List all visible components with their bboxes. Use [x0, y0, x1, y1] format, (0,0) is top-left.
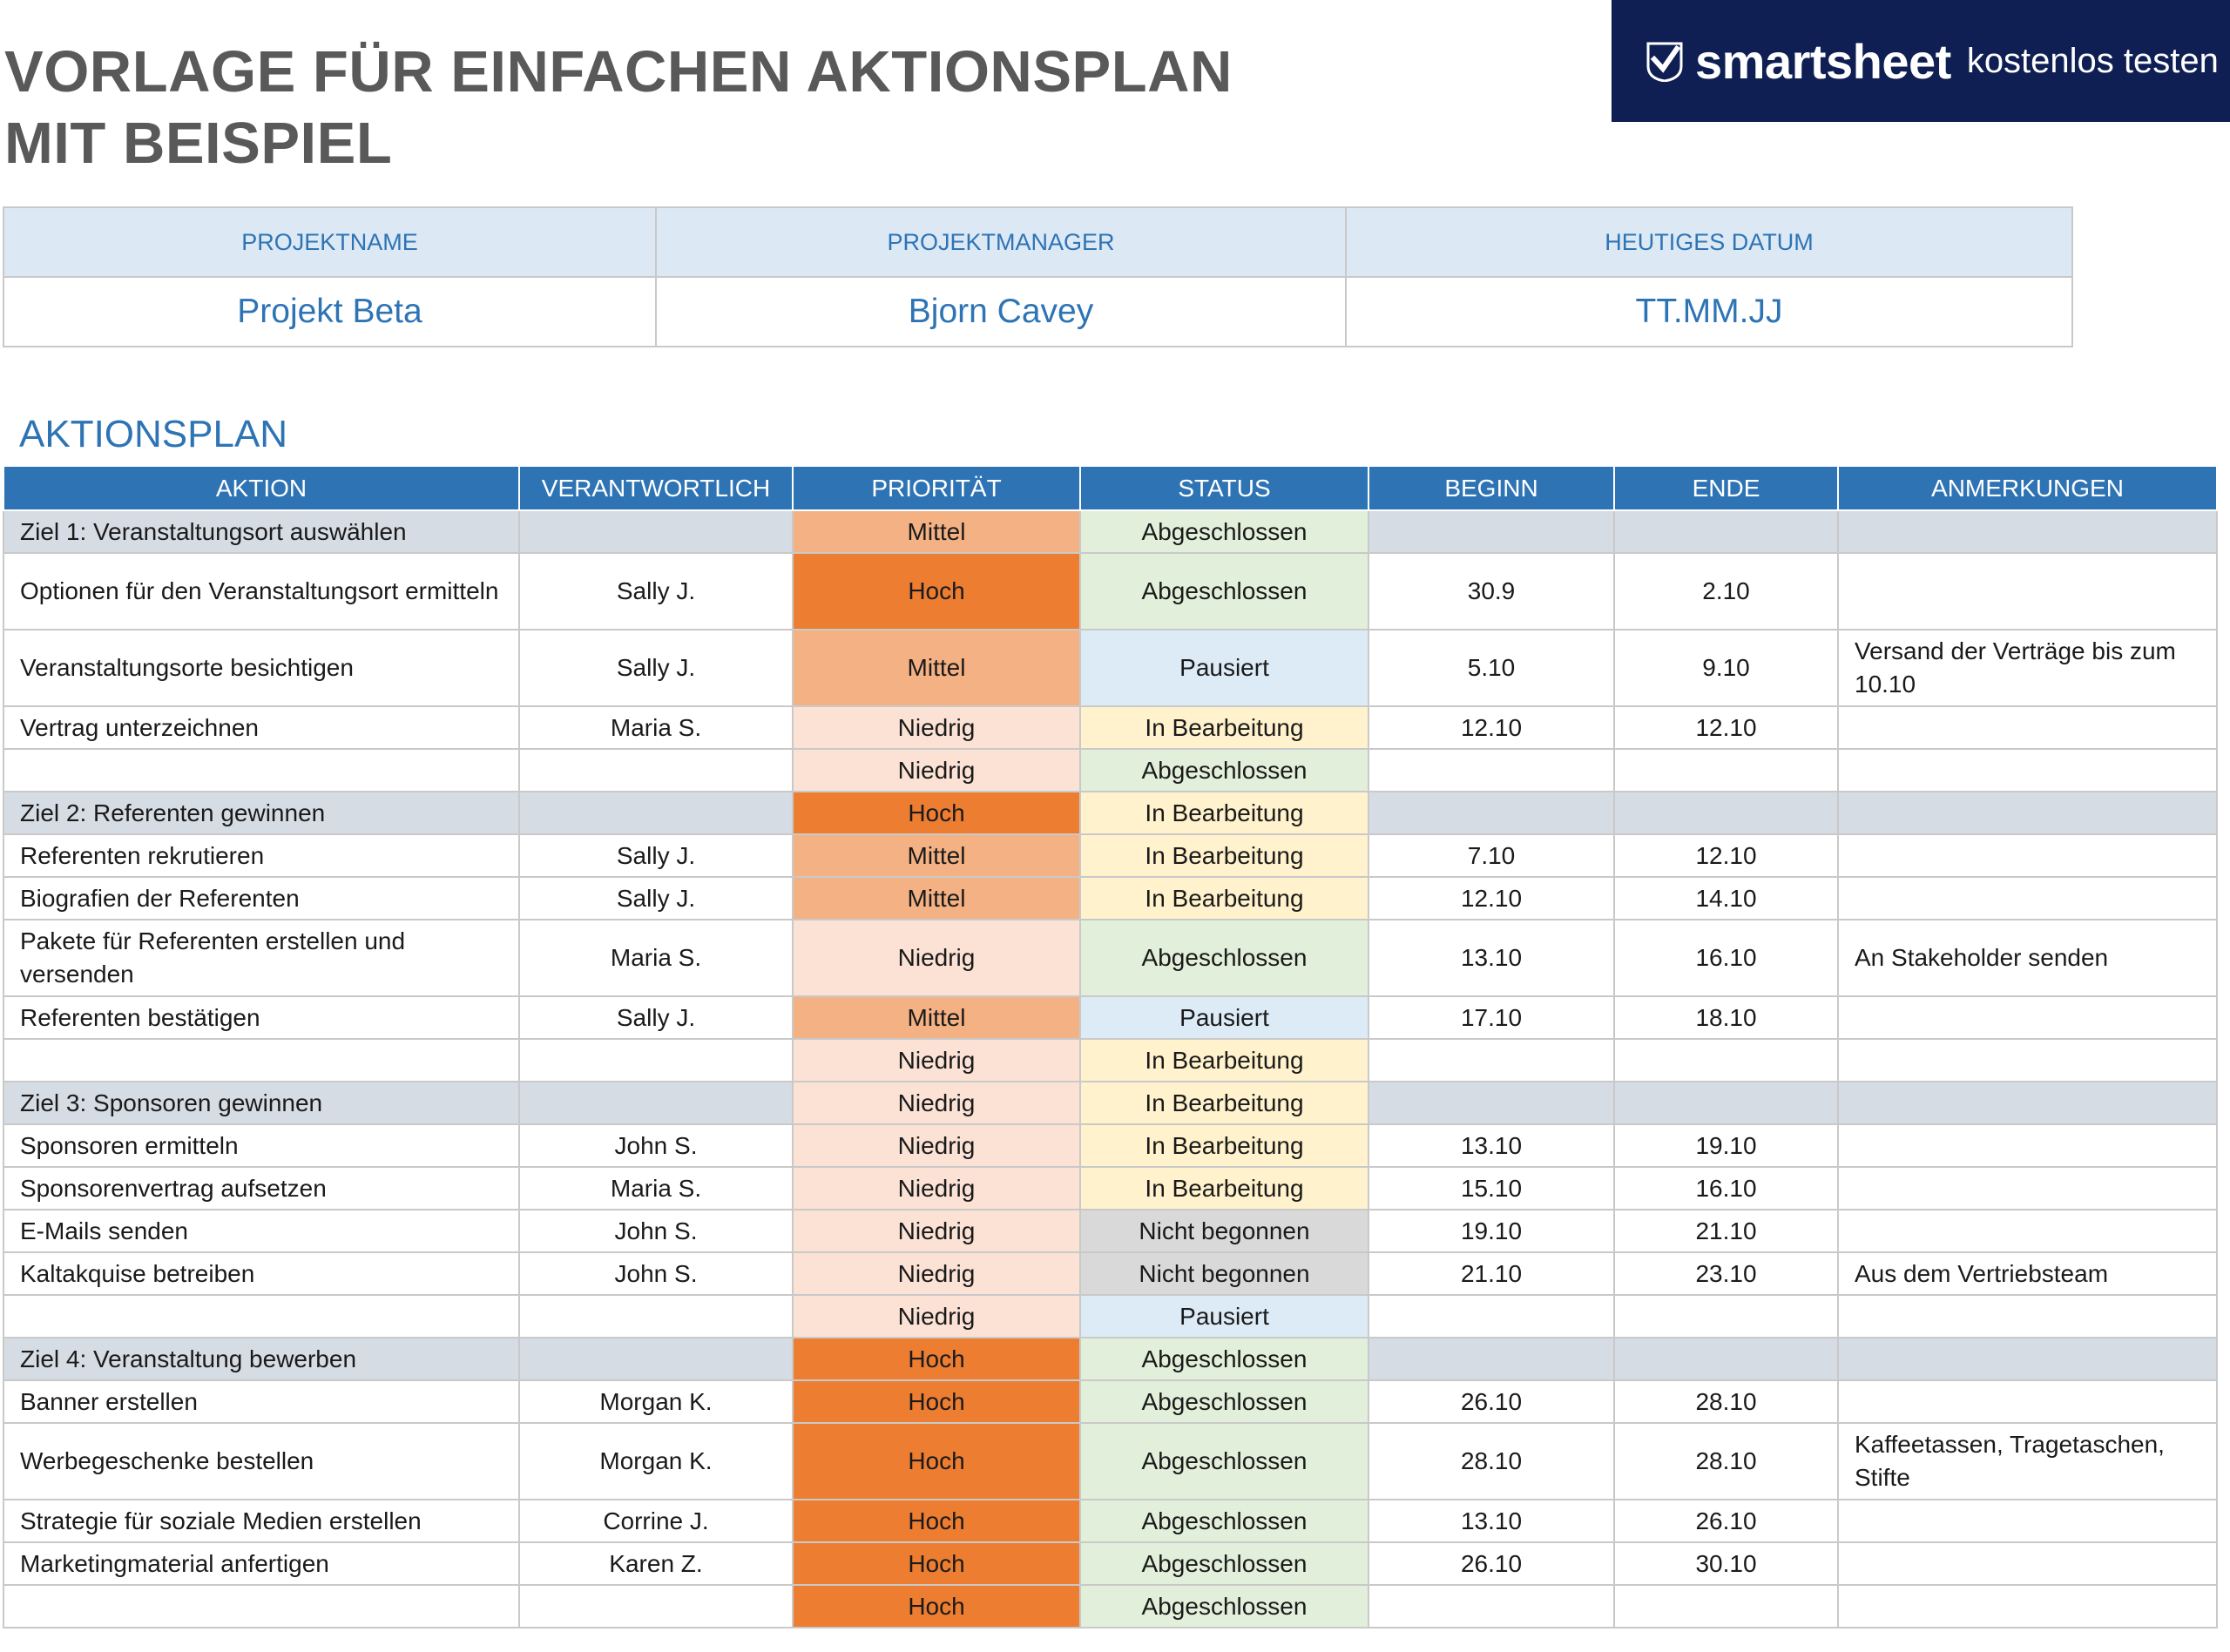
anmerkungen-cell[interactable]	[1838, 1295, 2217, 1338]
prioritaet-cell[interactable]: Niedrig	[793, 1295, 1080, 1338]
status-cell[interactable]: Pausiert	[1080, 630, 1368, 706]
page-title-line-2: MIT BEISPIEL	[4, 111, 393, 176]
goal-row	[3, 1338, 2217, 1380]
beginn-cell[interactable]: 15.10	[1368, 1167, 1614, 1210]
status-cell[interactable]: Abgeschlossen	[1080, 1380, 1368, 1423]
anmerkungen-cell[interactable]	[1838, 1500, 2217, 1542]
verantwortlich-cell[interactable]: Sally J.	[519, 996, 793, 1039]
ende-cell[interactable]: 28.10	[1614, 1423, 1838, 1500]
aktion-cell[interactable]	[3, 1039, 519, 1082]
project-manager-value[interactable]: Bjorn Cavey	[656, 277, 1346, 347]
verantwortlich-cell[interactable]: Morgan K.	[519, 1380, 793, 1423]
verantwortlich-cell[interactable]: Maria S.	[519, 706, 793, 749]
goal-row	[3, 510, 2217, 553]
anmerkungen-cell[interactable]	[1838, 706, 2217, 749]
beginn-cell[interactable]	[1368, 792, 1614, 834]
table-row	[3, 630, 2217, 706]
anmerkungen-cell[interactable]	[1838, 792, 2217, 834]
table-row	[3, 1252, 2217, 1295]
anmerkungen-cell[interactable]	[1838, 749, 2217, 792]
verantwortlich-cell[interactable]: Morgan K.	[519, 1423, 793, 1500]
ende-cell[interactable]: 28.10	[1614, 1380, 1838, 1423]
aktion-cell[interactable]: Referenten bestätigen	[3, 996, 519, 1039]
status-cell[interactable]: Abgeschlossen	[1080, 1338, 1368, 1380]
status-cell[interactable]: Abgeschlossen	[1080, 749, 1368, 792]
table-row	[3, 1500, 2217, 1542]
prioritaet-cell[interactable]: Niedrig	[793, 706, 1080, 749]
brand-name: smartsheet	[1695, 33, 1951, 89]
project-manager-label: PROJEKTMANAGER	[656, 207, 1346, 277]
beginn-cell[interactable]	[1368, 1585, 1614, 1628]
col-header-aktion: AKTION	[3, 466, 519, 510]
verantwortlich-cell[interactable]: Sally J.	[519, 834, 793, 877]
beginn-cell[interactable]: 13.10	[1368, 1124, 1614, 1167]
beginn-cell[interactable]: 7.10	[1368, 834, 1614, 877]
beginn-cell[interactable]	[1368, 749, 1614, 792]
prioritaet-cell[interactable]: Niedrig	[793, 1252, 1080, 1295]
prioritaet-cell[interactable]: Hoch	[793, 553, 1080, 630]
aktion-cell[interactable]: Marketingmaterial anfertigen	[3, 1542, 519, 1585]
col-header-prioritaet: PRIORITÄT	[793, 466, 1080, 510]
table-row	[3, 553, 2217, 630]
anmerkungen-cell[interactable]	[1838, 1082, 2217, 1124]
prioritaet-cell[interactable]: Niedrig	[793, 1082, 1080, 1124]
verantwortlich-cell[interactable]: John S.	[519, 1252, 793, 1295]
prioritaet-cell[interactable]: Mittel	[793, 996, 1080, 1039]
ende-cell[interactable]: 2.10	[1614, 553, 1838, 630]
beginn-cell[interactable]: 26.10	[1368, 1380, 1614, 1423]
aktion-cell[interactable]: Referenten rekrutieren	[3, 834, 519, 877]
col-header-verantwortlich: VERANTWORTLICH	[519, 466, 793, 510]
prioritaet-cell[interactable]: Niedrig	[793, 749, 1080, 792]
anmerkungen-cell[interactable]: Kaffeetassen, Tragetaschen, Stifte	[1838, 1423, 2217, 1500]
aktion-cell[interactable]: Ziel 3: Sponsoren gewinnen	[3, 1082, 519, 1124]
table-row	[3, 1542, 2217, 1585]
ende-cell[interactable]: 16.10	[1614, 1167, 1838, 1210]
ende-cell[interactable]: 23.10	[1614, 1252, 1838, 1295]
prioritaet-cell[interactable]: Mittel	[793, 630, 1080, 706]
ende-cell[interactable]: 18.10	[1614, 996, 1838, 1039]
status-cell[interactable]: Abgeschlossen	[1080, 920, 1368, 996]
anmerkungen-cell[interactable]	[1838, 1124, 2217, 1167]
aktion-cell[interactable]: Ziel 1: Veranstaltungsort auswählen	[3, 510, 519, 553]
verantwortlich-cell[interactable]	[519, 1585, 793, 1628]
aktion-cell[interactable]: Optionen für den Veranstaltungsort ermitteln	[3, 553, 519, 630]
aktion-cell[interactable]	[3, 749, 519, 792]
col-header-status: STATUS	[1080, 466, 1368, 510]
page-title	[4, 37, 1233, 179]
beginn-cell[interactable]: 26.10	[1368, 1542, 1614, 1585]
status-cell[interactable]: Abgeschlossen	[1080, 1542, 1368, 1585]
aktion-cell[interactable]: Sponsorenvertrag aufsetzen	[3, 1167, 519, 1210]
anmerkungen-cell[interactable]	[1838, 510, 2217, 553]
status-cell[interactable]: Abgeschlossen	[1080, 1500, 1368, 1542]
status-cell[interactable]: Abgeschlossen	[1080, 1585, 1368, 1628]
status-cell[interactable]: Abgeschlossen	[1080, 510, 1368, 553]
status-cell[interactable]: Nicht begonnen	[1080, 1210, 1368, 1252]
table-row	[3, 1423, 2217, 1500]
verantwortlich-cell[interactable]	[519, 792, 793, 834]
prioritaet-cell[interactable]: Hoch	[793, 1423, 1080, 1500]
col-header-beginn: BEGINN	[1368, 466, 1614, 510]
verantwortlich-cell[interactable]: Sally J.	[519, 553, 793, 630]
table-row	[3, 1295, 2217, 1338]
verantwortlich-cell[interactable]: John S.	[519, 1124, 793, 1167]
status-cell[interactable]: In Bearbeitung	[1080, 706, 1368, 749]
anmerkungen-cell[interactable]	[1838, 1585, 2217, 1628]
table-row	[3, 920, 2217, 996]
aktion-cell[interactable]: Ziel 4: Veranstaltung bewerben	[3, 1338, 519, 1380]
verantwortlich-cell[interactable]: Maria S.	[519, 1167, 793, 1210]
status-cell[interactable]: In Bearbeitung	[1080, 1082, 1368, 1124]
prioritaet-cell[interactable]: Mittel	[793, 510, 1080, 553]
table-row	[3, 749, 2217, 792]
beginn-cell[interactable]: 12.10	[1368, 877, 1614, 920]
ende-cell[interactable]: 12.10	[1614, 706, 1838, 749]
aktion-cell[interactable]: Pakete für Referenten erstellen und versenden	[3, 920, 519, 996]
aktion-cell[interactable]: Werbegeschenke bestellen	[3, 1423, 519, 1500]
col-header-anmerkungen: ANMERKUNGEN	[1838, 466, 2217, 510]
prioritaet-cell[interactable]: Niedrig	[793, 1167, 1080, 1210]
prioritaet-cell[interactable]: Hoch	[793, 1585, 1080, 1628]
prioritaet-cell[interactable]: Hoch	[793, 1338, 1080, 1380]
anmerkungen-cell[interactable]	[1838, 877, 2217, 920]
beginn-cell[interactable]: 5.10	[1368, 630, 1614, 706]
status-cell[interactable]: Nicht begonnen	[1080, 1252, 1368, 1295]
verantwortlich-cell[interactable]: Sally J.	[519, 877, 793, 920]
table-row	[3, 1210, 2217, 1252]
today-date-value[interactable]: TT.MM.JJ	[1346, 277, 2072, 347]
aktion-cell[interactable]: Ziel 2: Referenten gewinnen	[3, 792, 519, 834]
goal-row	[3, 1082, 2217, 1124]
beginn-cell[interactable]: 19.10	[1368, 1210, 1614, 1252]
status-cell[interactable]: In Bearbeitung	[1080, 1039, 1368, 1082]
ende-cell[interactable]	[1614, 1082, 1838, 1124]
table-row	[3, 1124, 2217, 1167]
ende-cell[interactable]	[1614, 510, 1838, 553]
verantwortlich-cell[interactable]	[519, 510, 793, 553]
anmerkungen-cell[interactable]	[1838, 834, 2217, 877]
beginn-cell[interactable]: 21.10	[1368, 1252, 1614, 1295]
table-row	[3, 706, 2217, 749]
beginn-cell[interactable]: 12.10	[1368, 706, 1614, 749]
anmerkungen-cell[interactable]	[1838, 1380, 2217, 1423]
aktion-cell[interactable]	[3, 1585, 519, 1628]
page-title-line-1: VORLAGE FÜR EINFACHEN AKTIONSPLAN	[4, 39, 1233, 105]
project-info-table	[3, 206, 2073, 347]
beginn-cell[interactable]	[1368, 1295, 1614, 1338]
anmerkungen-cell[interactable]	[1838, 996, 2217, 1039]
beginn-cell[interactable]	[1368, 1039, 1614, 1082]
beginn-cell[interactable]	[1368, 1338, 1614, 1380]
prioritaet-cell[interactable]: Mittel	[793, 877, 1080, 920]
header-row	[3, 466, 2217, 510]
aktion-cell[interactable]: Banner erstellen	[3, 1380, 519, 1423]
anmerkungen-cell[interactable]	[1838, 1338, 2217, 1380]
ende-cell[interactable]: 26.10	[1614, 1500, 1838, 1542]
ende-cell[interactable]: 21.10	[1614, 1210, 1838, 1252]
status-cell[interactable]: In Bearbeitung	[1080, 834, 1368, 877]
status-cell[interactable]: Pausiert	[1080, 996, 1368, 1039]
project-name-value[interactable]: Projekt Beta	[3, 277, 656, 347]
beginn-cell[interactable]	[1368, 1082, 1614, 1124]
beginn-cell[interactable]: 13.10	[1368, 1500, 1614, 1542]
aktion-cell[interactable]: E-Mails senden	[3, 1210, 519, 1252]
beginn-cell[interactable]: 30.9	[1368, 553, 1614, 630]
action-plan-table	[3, 465, 2218, 1628]
verantwortlich-cell[interactable]	[519, 1338, 793, 1380]
anmerkungen-cell[interactable]: Versand der Verträge bis zum 10.10	[1838, 630, 2217, 706]
status-cell[interactable]: In Bearbeitung	[1080, 792, 1368, 834]
status-cell[interactable]: In Bearbeitung	[1080, 877, 1368, 920]
aktion-cell[interactable]	[3, 1295, 519, 1338]
table-row	[3, 1585, 2217, 1628]
ende-cell[interactable]	[1614, 1585, 1838, 1628]
prioritaet-cell[interactable]: Niedrig	[793, 1124, 1080, 1167]
table-row	[3, 1380, 2217, 1423]
status-cell[interactable]: In Bearbeitung	[1080, 1124, 1368, 1167]
aktion-cell[interactable]: Sponsoren ermitteln	[3, 1124, 519, 1167]
trial-cta: kostenlos testen	[1966, 41, 2219, 80]
goal-row	[3, 792, 2217, 834]
project-name-label: PROJEKTNAME	[3, 207, 656, 277]
verantwortlich-cell[interactable]: Karen Z.	[519, 1542, 793, 1585]
prioritaet-cell[interactable]: Niedrig	[793, 920, 1080, 996]
ende-cell[interactable]: 30.10	[1614, 1542, 1838, 1585]
ende-cell[interactable]	[1614, 1039, 1838, 1082]
aktion-cell[interactable]: Biografien der Referenten	[3, 877, 519, 920]
anmerkungen-cell[interactable]: Aus dem Vertriebsteam	[1838, 1252, 2217, 1295]
col-header-ende: ENDE	[1614, 466, 1838, 510]
prioritaet-cell[interactable]: Niedrig	[793, 1210, 1080, 1252]
smartsheet-trial-banner[interactable]	[1612, 0, 2230, 122]
prioritaet-cell[interactable]: Mittel	[793, 834, 1080, 877]
ende-cell[interactable]: 19.10	[1614, 1124, 1838, 1167]
table-row	[3, 996, 2217, 1039]
anmerkungen-cell[interactable]	[1838, 1039, 2217, 1082]
aktion-cell[interactable]: Vertrag unterzeichnen	[3, 706, 519, 749]
ende-cell[interactable]: 9.10	[1614, 630, 1838, 706]
verantwortlich-cell[interactable]	[519, 1082, 793, 1124]
verantwortlich-cell[interactable]: Corrine J.	[519, 1500, 793, 1542]
prioritaet-cell[interactable]: Hoch	[793, 792, 1080, 834]
ende-cell[interactable]	[1614, 1338, 1838, 1380]
aktion-cell[interactable]: Kaltakquise betreiben	[3, 1252, 519, 1295]
table-row	[3, 1039, 2217, 1082]
ende-cell[interactable]: 12.10	[1614, 834, 1838, 877]
prioritaet-cell[interactable]: Hoch	[793, 1500, 1080, 1542]
verantwortlich-cell[interactable]	[519, 749, 793, 792]
anmerkungen-cell[interactable]	[1838, 1167, 2217, 1210]
ende-cell[interactable]: 16.10	[1614, 920, 1838, 996]
beginn-cell[interactable]: 13.10	[1368, 920, 1614, 996]
ende-cell[interactable]: 14.10	[1614, 877, 1838, 920]
section-title: AKTIONSPLAN	[19, 413, 288, 455]
table-row	[3, 834, 2217, 877]
anmerkungen-cell[interactable]	[1838, 553, 2217, 630]
prioritaet-cell[interactable]: Hoch	[793, 1380, 1080, 1423]
anmerkungen-cell[interactable]	[1838, 1210, 2217, 1252]
verantwortlich-cell[interactable]	[519, 1039, 793, 1082]
anmerkungen-cell[interactable]	[1838, 1542, 2217, 1585]
aktion-cell[interactable]: Strategie für soziale Medien erstellen	[3, 1500, 519, 1542]
aktion-cell[interactable]: Veranstaltungsorte besichtigen	[3, 630, 519, 706]
status-cell[interactable]: Pausiert	[1080, 1295, 1368, 1338]
status-cell[interactable]: In Bearbeitung	[1080, 1167, 1368, 1210]
ende-cell[interactable]	[1614, 1295, 1838, 1338]
verantwortlich-cell[interactable]: Sally J.	[519, 630, 793, 706]
check-flag-icon	[1646, 40, 1683, 82]
verantwortlich-cell[interactable]: Maria S.	[519, 920, 793, 996]
beginn-cell[interactable]	[1368, 510, 1614, 553]
verantwortlich-cell[interactable]	[519, 1295, 793, 1338]
table-row	[3, 877, 2217, 920]
ende-cell[interactable]	[1614, 749, 1838, 792]
prioritaet-cell[interactable]: Niedrig	[793, 1039, 1080, 1082]
beginn-cell[interactable]: 17.10	[1368, 996, 1614, 1039]
today-date-label: HEUTIGES DATUM	[1346, 207, 2072, 277]
status-cell[interactable]: Abgeschlossen	[1080, 1423, 1368, 1500]
beginn-cell[interactable]: 28.10	[1368, 1423, 1614, 1500]
prioritaet-cell[interactable]: Hoch	[793, 1542, 1080, 1585]
verantwortlich-cell[interactable]: John S.	[519, 1210, 793, 1252]
table-row	[3, 1167, 2217, 1210]
status-cell[interactable]: Abgeschlossen	[1080, 553, 1368, 630]
ende-cell[interactable]	[1614, 792, 1838, 834]
anmerkungen-cell[interactable]: An Stakeholder senden	[1838, 920, 2217, 996]
